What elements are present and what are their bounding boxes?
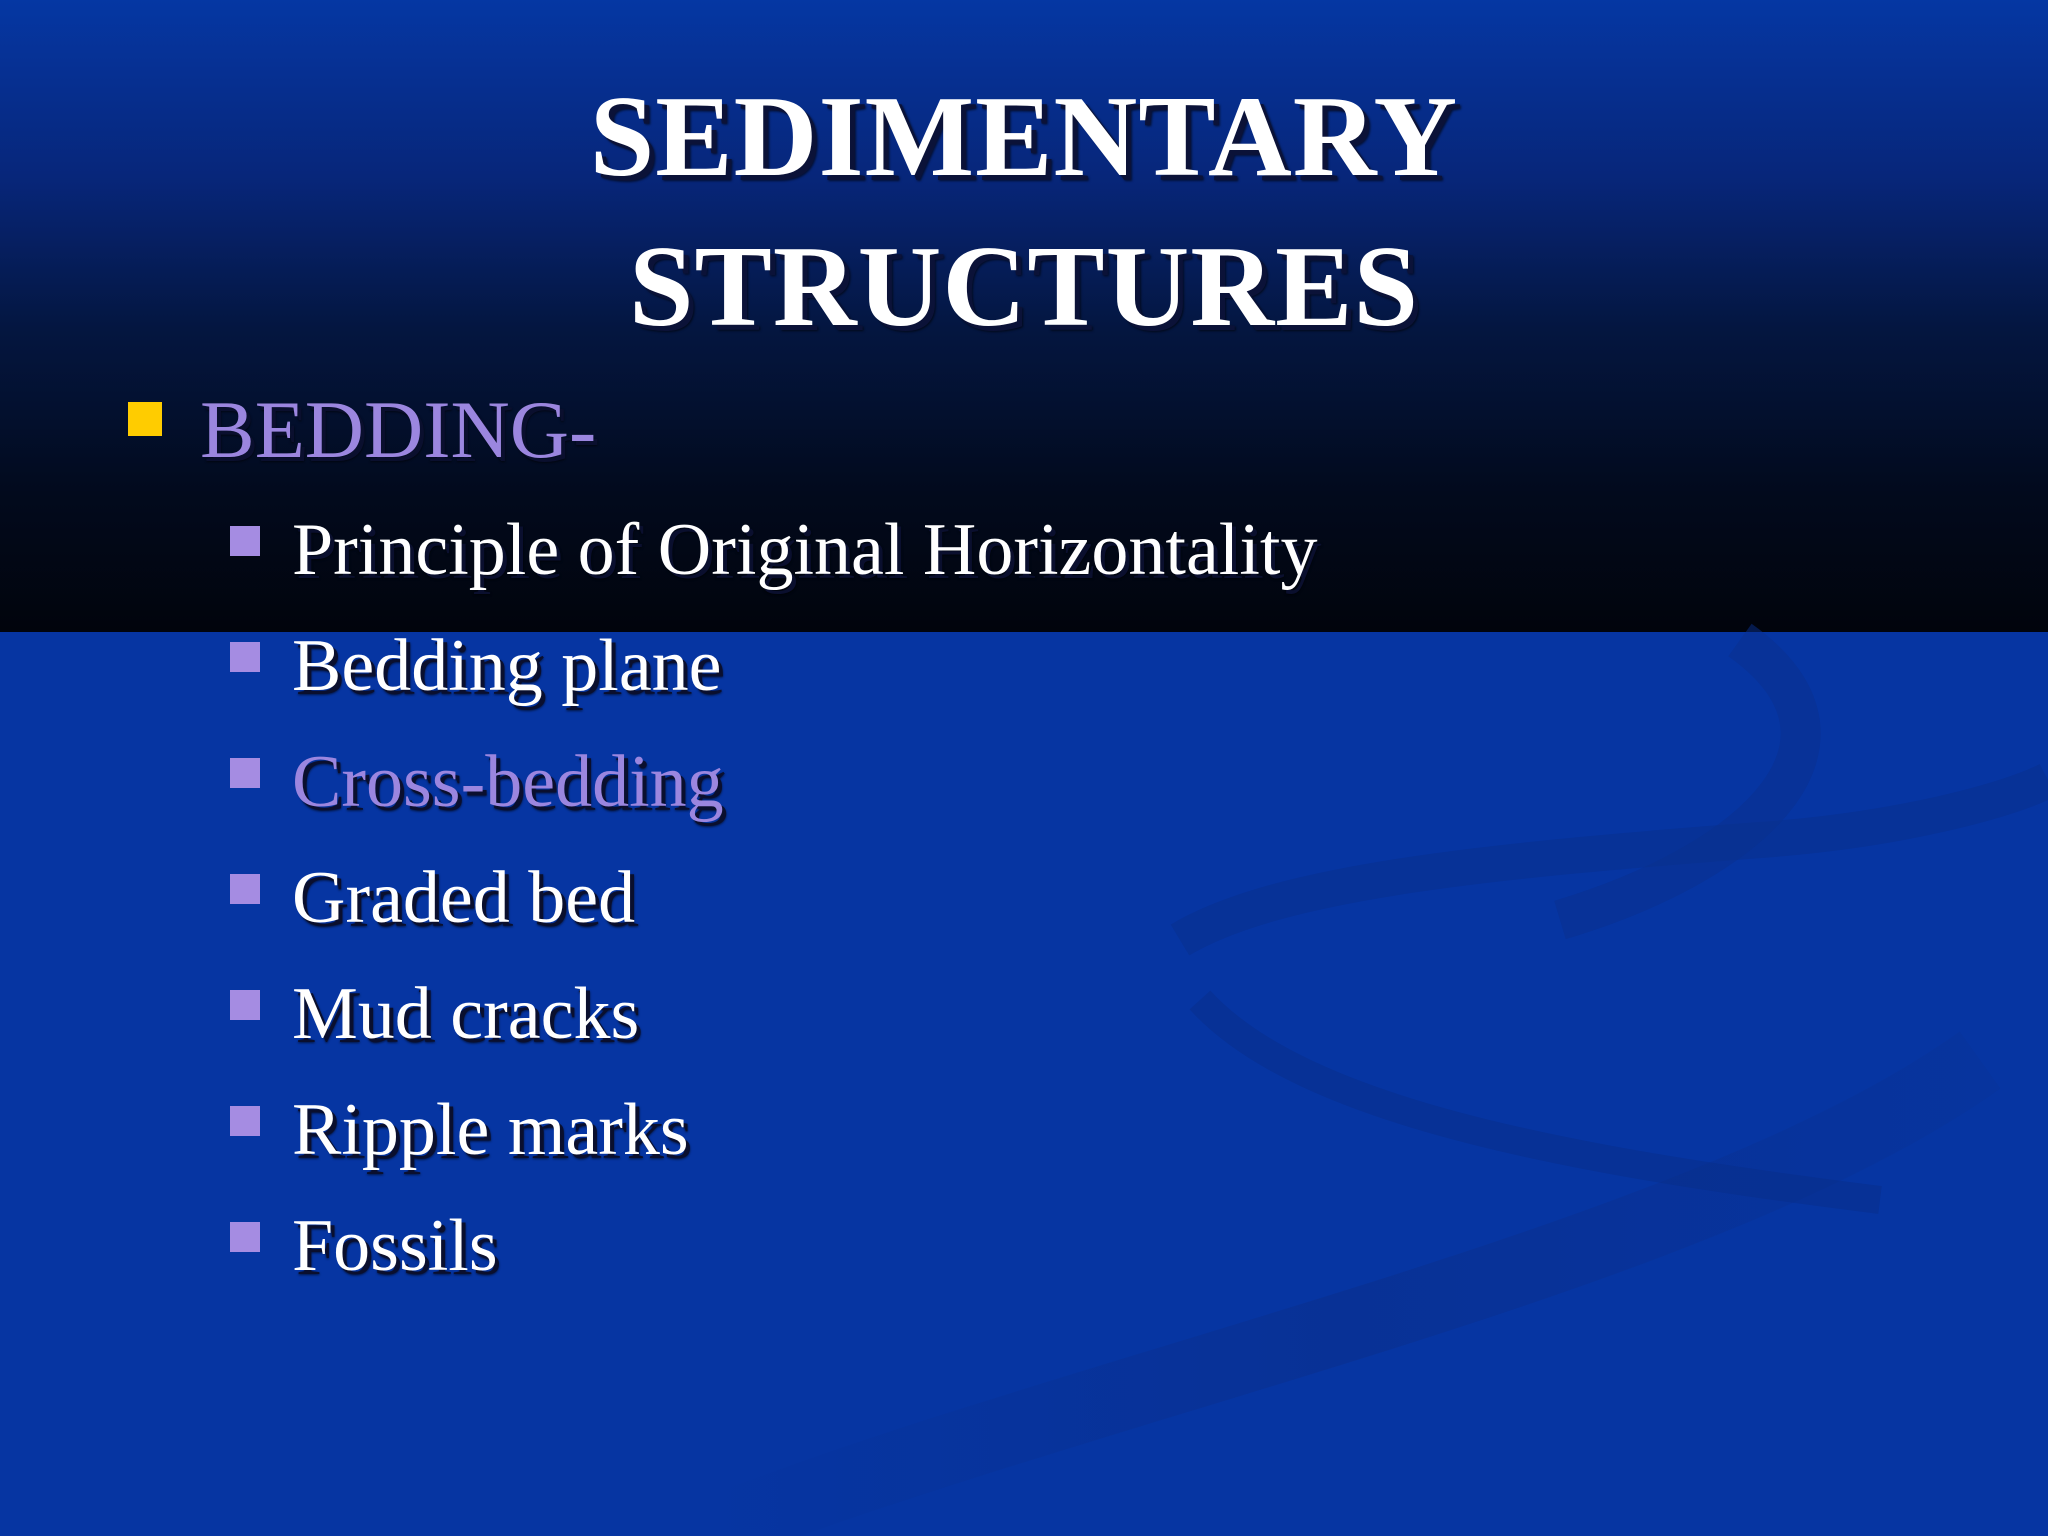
lavender-square-bullet-icon [230, 526, 260, 556]
sub-bullet-text: Fossils [292, 1205, 498, 1287]
sub-bullet-text: Principle of Original Horizontality [292, 509, 1318, 591]
sub-bullet-text: Ripple marks [292, 1089, 689, 1171]
lavender-square-bullet-icon [230, 874, 260, 904]
lavender-square-bullet-icon [230, 642, 260, 672]
lavender-square-bullet-icon [230, 758, 260, 788]
sub-bullet-text: Bedding plane [292, 625, 722, 707]
main-bullet-text: BEDDING- [200, 384, 597, 475]
title-line-2: STRUCTURES [629, 223, 1419, 351]
sub-bullet-text: Graded bed [292, 857, 636, 939]
title-line-1: SEDIMENTARY [589, 73, 1459, 201]
sub-bullet-text-highlighted: Cross-bedding [292, 741, 724, 823]
lavender-square-bullet-icon [230, 1106, 260, 1136]
yellow-square-bullet-icon [128, 402, 162, 436]
sub-bullet-text: Mud cracks [292, 973, 640, 1055]
lavender-square-bullet-icon [230, 990, 260, 1020]
lavender-square-bullet-icon [230, 1222, 260, 1252]
